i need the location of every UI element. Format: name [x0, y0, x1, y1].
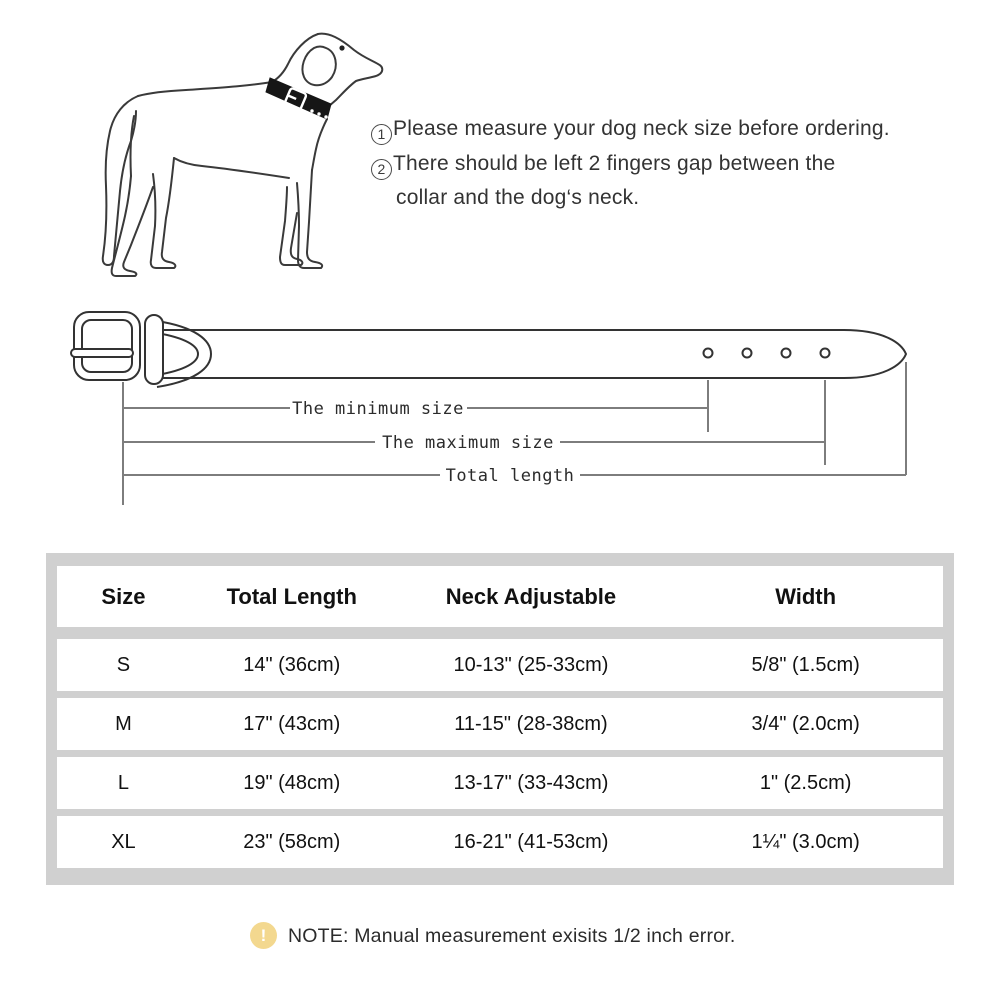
cell-total-length: 17" (43cm): [243, 712, 341, 735]
instruction-2-continued: [396, 186, 639, 210]
size-table: [46, 553, 954, 885]
instruction-2-text-line2: collar and the dog‘s neck.: [396, 186, 640, 209]
cell-width: 5/8" (1.5cm): [751, 653, 860, 676]
cell-size: M: [115, 712, 132, 735]
table-row: [57, 757, 943, 809]
circled-number-1-icon: 1: [371, 124, 392, 145]
circled-number-2-icon: 2: [371, 159, 392, 180]
cell-size: S: [116, 653, 131, 676]
cell-width: 3/4" (2.0cm): [751, 712, 860, 735]
collar-buckle: [71, 312, 140, 380]
header-total-length: Total Length: [226, 583, 357, 609]
table-row: [57, 698, 943, 750]
note-text: NOTE: Manual measurement exisits 1/2 inch error.: [288, 925, 736, 947]
header-width: Width: [775, 583, 837, 609]
instruction-2-text-line1: There should be left 2 fingers gap between the: [393, 152, 836, 175]
cell-width: 1¼" (3.0cm): [751, 830, 860, 853]
cell-total-length: 23" (58cm): [243, 830, 341, 853]
header-neck-adjustable: Neck Adjustable: [445, 583, 617, 609]
cell-total-length: 14" (36cm): [243, 653, 341, 676]
size-table-header: [57, 566, 943, 627]
instruction-2: [371, 152, 835, 180]
header-size: Size: [101, 583, 146, 609]
cell-width: 1" (2.5cm): [759, 771, 852, 794]
cell-neck-adjustable: 10-13" (25-33cm): [453, 653, 609, 676]
label-maximum-size: The maximum size: [382, 433, 554, 453]
cell-size: XL: [111, 830, 136, 853]
dog-eye: [339, 45, 344, 50]
cell-neck-adjustable: 13-17" (33-43cm): [453, 771, 609, 794]
table-row: [57, 639, 943, 691]
cell-neck-adjustable: 16-21" (41-53cm): [453, 830, 609, 853]
dog-illustration: [75, 15, 395, 290]
cell-total-length: 19" (48cm): [243, 771, 341, 794]
collar-measure-diagram: [60, 300, 960, 515]
cell-neck-adjustable: 11-15" (28-38cm): [454, 712, 608, 735]
instruction-1: [371, 117, 890, 145]
collar-keeper: [145, 315, 163, 384]
instruction-1-text: Please measure your dog neck size before ordering.: [393, 117, 890, 140]
collar-strap: [155, 330, 906, 378]
label-total-length: Total length: [445, 466, 575, 486]
label-minimum-size: The minimum size: [292, 399, 464, 419]
table-row: [57, 816, 943, 868]
exclamation-icon: !: [250, 922, 277, 949]
cell-size: L: [117, 771, 129, 794]
